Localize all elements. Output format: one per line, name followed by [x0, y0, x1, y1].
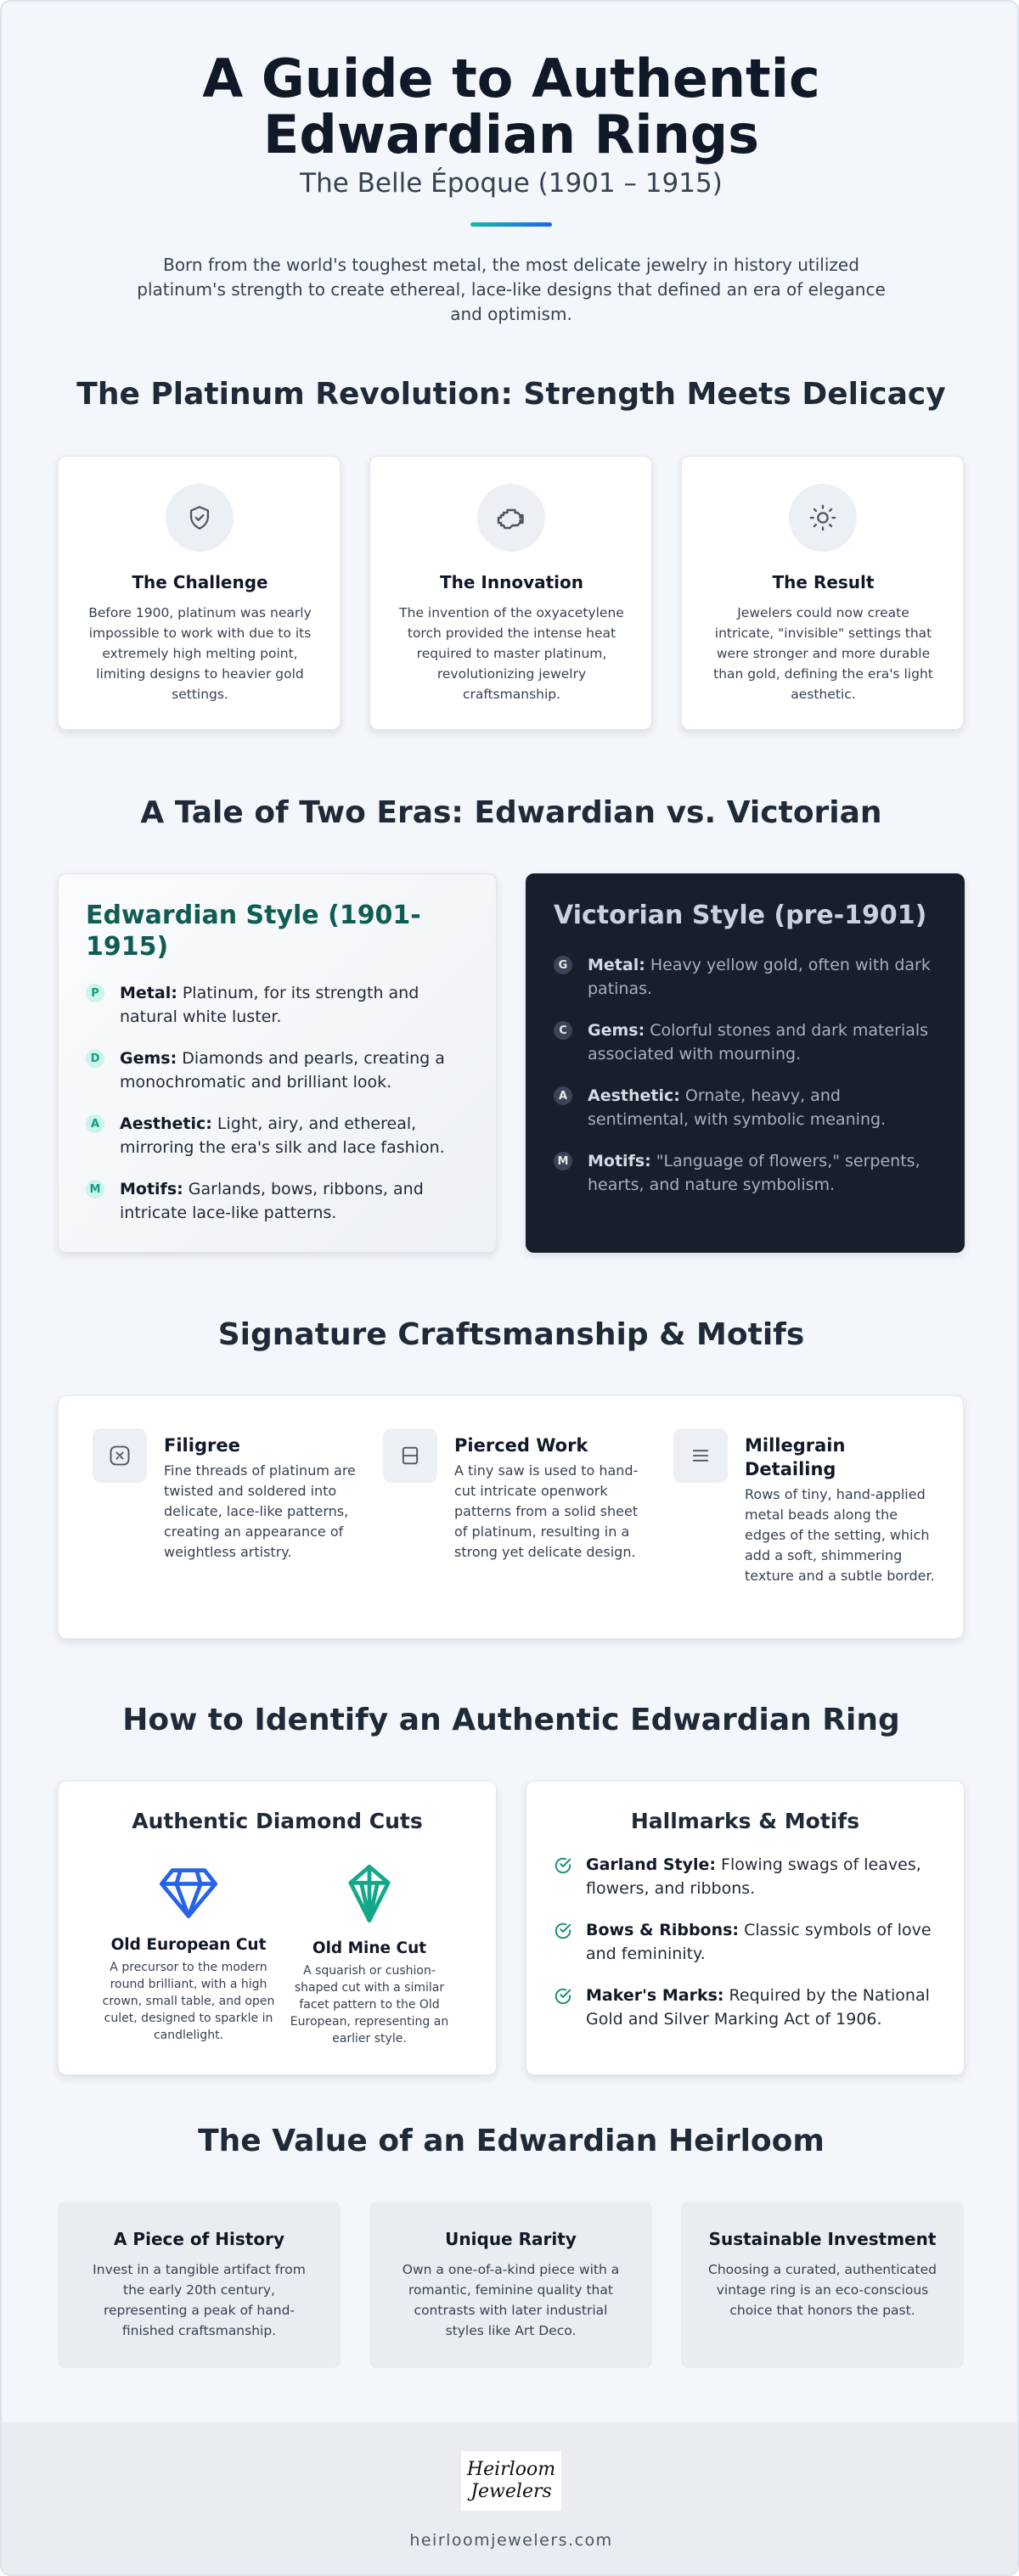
value-card-text: Invest in a tangible artifact from the early 20th century, representing a peak of hand-finished craftsmanship. [93, 2262, 306, 2338]
craft-title: Millegrain Detailing [745, 1435, 846, 1479]
check-circle-icon [554, 1987, 572, 2006]
card-title: The Innovation [440, 572, 583, 592]
victorian-panel [526, 873, 965, 1253]
item-text: Ornate, heavy, and sentimental, with symbolic meaning. [588, 1086, 887, 1129]
item-label: Garland Style: [586, 1855, 717, 1874]
item-label: Aesthetic: [120, 1114, 212, 1133]
craft-text: Rows of tiny, hand-applied metal beads along the edges of the setting, which add a soft, shimmering texture and a subtle border. [745, 1486, 935, 1584]
challenge-card [58, 456, 341, 730]
item-text: Diamonds and pearls, creating a monochromatic and brilliant look. [120, 1049, 445, 1092]
cut-item-old-mine [282, 1860, 457, 2047]
hallmarks-card [526, 1781, 965, 2075]
letter-badge: A [86, 1114, 104, 1133]
cut-text: A precursor to the modern round brilliant, with a high crown, small table, and open culet, designed to sparkle in candlelight. [102, 1961, 275, 2042]
letter-badge: M [86, 1180, 104, 1198]
letter-badge: P [86, 984, 104, 1002]
innovation-card [369, 456, 652, 730]
cuts-title: Authentic Diamond Cuts [132, 1809, 423, 1833]
item-text: Heavy yellow gold, often with dark patinas. [588, 956, 931, 998]
check-circle-icon [554, 1856, 572, 1875]
hallmarks-title: Hallmarks & Motifs [630, 1809, 860, 1833]
list-item [554, 1918, 938, 1966]
craft-title: Filigree [164, 1435, 240, 1456]
intro-paragraph: Born from the world's toughest metal, the most delicate jewelry in history utilized platinum's strength to create ethereal, lace-like designs that defined an era of elegance and optimism. [137, 255, 886, 324]
diamond-icon [156, 1860, 221, 1924]
letter-badge: A [554, 1086, 572, 1105]
item-text: Colorful stones and dark materials associated with mourning. [588, 1021, 929, 1064]
brand-logo[interactable] [461, 2451, 561, 2511]
item-text: Platinum, for its strength and natural white luster. [120, 984, 419, 1026]
list-item [554, 1149, 937, 1197]
value-card-title: A Piece of History [113, 2229, 284, 2249]
value-section-title: The Value of an Edwardian Heirloom [198, 2124, 825, 2158]
card-text: Jewelers could now create intricate, "invisible" settings that were stronger and more durable than gold, defining the era's light aesthetic. [713, 605, 933, 702]
card-title: The Challenge [132, 572, 268, 592]
card-text: The invention of the oxyacetylene torch provided the intense heat required to master platinum, revolutionizing jewelry craftsmanship. [399, 605, 624, 702]
item-label: Motifs: [588, 1152, 651, 1170]
cut-text: A squarish or cushion-shaped cut with a similar facet pattern to the Old European, representing an earlier style. [290, 1964, 449, 2046]
platinum-section-title: The Platinum Revolution: Strength Meets Delicacy [76, 377, 946, 412]
letter-badge: G [554, 956, 572, 974]
shield-check-icon [166, 484, 234, 552]
list-item [86, 1047, 469, 1094]
value-card-title: Sustainable Investment [708, 2229, 937, 2249]
item-text: Classic symbols of love and femininity. [586, 1921, 932, 1963]
title-divider [470, 222, 552, 227]
value-card-text: Own a one-of-a-kind piece with a romantic, feminine quality that contrasts with later industrial styles like Art Deco. [402, 2262, 620, 2338]
list-item [554, 1084, 937, 1131]
footer [2, 2422, 1019, 2576]
item-text: Garlands, bows, ribbons, and intricate lace-like patterns. [120, 1180, 424, 1222]
list-item [86, 1177, 469, 1225]
gem-icon [337, 1860, 402, 1928]
card-text: Before 1900, platinum was nearly impossible to work with due to its extremely high melting point, limiting designs to heavier gold settings. [88, 605, 312, 702]
logo-line: Heirloom [466, 2459, 556, 2480]
victorian-title: Victorian Style (pre-1901) [554, 901, 927, 930]
cut-item-old-european [101, 1860, 276, 2044]
check-circle-icon [554, 1922, 572, 1940]
item-label: Gems: [120, 1049, 177, 1068]
item-text: Light, airy, and ethereal, mirroring the era's silk and lace fashion. [120, 1114, 445, 1157]
item-label: Metal: [120, 984, 177, 1002]
item-label: Maker's Marks: [586, 1986, 724, 2005]
filigree-icon [93, 1428, 147, 1483]
edwardian-panel [58, 873, 497, 1253]
value-card-rarity [369, 2202, 652, 2368]
page-subtitle: The Belle Époque (1901 – 1915) [300, 168, 723, 199]
list-item [554, 1019, 937, 1066]
item-label: Gems: [588, 1021, 645, 1040]
list-item [86, 981, 469, 1029]
engine-icon [477, 484, 545, 552]
list-item [554, 1853, 938, 1900]
list-item [554, 1984, 938, 2031]
value-card-history [58, 2202, 341, 2368]
letter-badge: M [554, 1152, 572, 1170]
item-label: Metal: [588, 956, 645, 974]
identify-section-title: How to Identify an Authentic Edwardian Ring [122, 1703, 900, 1737]
item-label: Aesthetic: [588, 1086, 680, 1105]
list-item [554, 953, 937, 1001]
craft-text: Fine threads of platinum are twisted and soldered into delicate, lace-like patterns, creating an appearance of weightless artistry. [164, 1462, 356, 1560]
item-text: Flowing swags of leaves, flowers, and ribbons. [586, 1855, 921, 1898]
card-title: The Result [772, 572, 875, 592]
footer-link[interactable]: heirloomjewelers.com [409, 2531, 613, 2550]
pierced-work-icon [383, 1428, 437, 1483]
page-title: A Guide to Authentic Edwardian Rings [202, 48, 820, 166]
craft-text: A tiny saw is used to hand-cut intricate openwork patterns from a solid sheet of platinum, resulting in a strong yet delicate design. [454, 1462, 639, 1560]
item-text: "Language of flowers," serpents, hearts, and nature symbolism. [588, 1152, 920, 1194]
list-item [86, 1112, 469, 1159]
edwardian-title: Edwardian Style (1901-1915) [86, 901, 421, 962]
result-card [681, 456, 964, 730]
value-card-title: Unique Rarity [445, 2229, 577, 2249]
craftsmanship-card [58, 1395, 964, 1639]
value-card-investment [681, 2202, 964, 2368]
craft-title: Pierced Work [454, 1435, 588, 1456]
craftsmanship-section-title: Signature Craftsmanship & Motifs [217, 1317, 805, 1352]
logo-line: Jewelers [470, 2481, 552, 2502]
lines-icon [673, 1428, 728, 1483]
cut-title: Old European Cut [110, 1936, 267, 1954]
diamond-cuts-card [58, 1781, 497, 2075]
item-text: Required by the National Gold and Silver Marking Act of 1906. [586, 1986, 930, 2029]
cut-title: Old Mine Cut [312, 1939, 427, 1957]
eras-section-title: A Tale of Two Eras: Edwardian vs. Victorian [140, 795, 882, 830]
item-label: Motifs: [120, 1180, 183, 1198]
item-label: Bows & Ribbons: [586, 1921, 740, 1939]
sun-icon [789, 484, 857, 552]
letter-badge: C [554, 1021, 572, 1040]
value-card-text: Choosing a curated, authenticated vintage ring is an eco-conscious choice that honors the past. [708, 2262, 937, 2318]
letter-badge: D [86, 1049, 104, 1068]
